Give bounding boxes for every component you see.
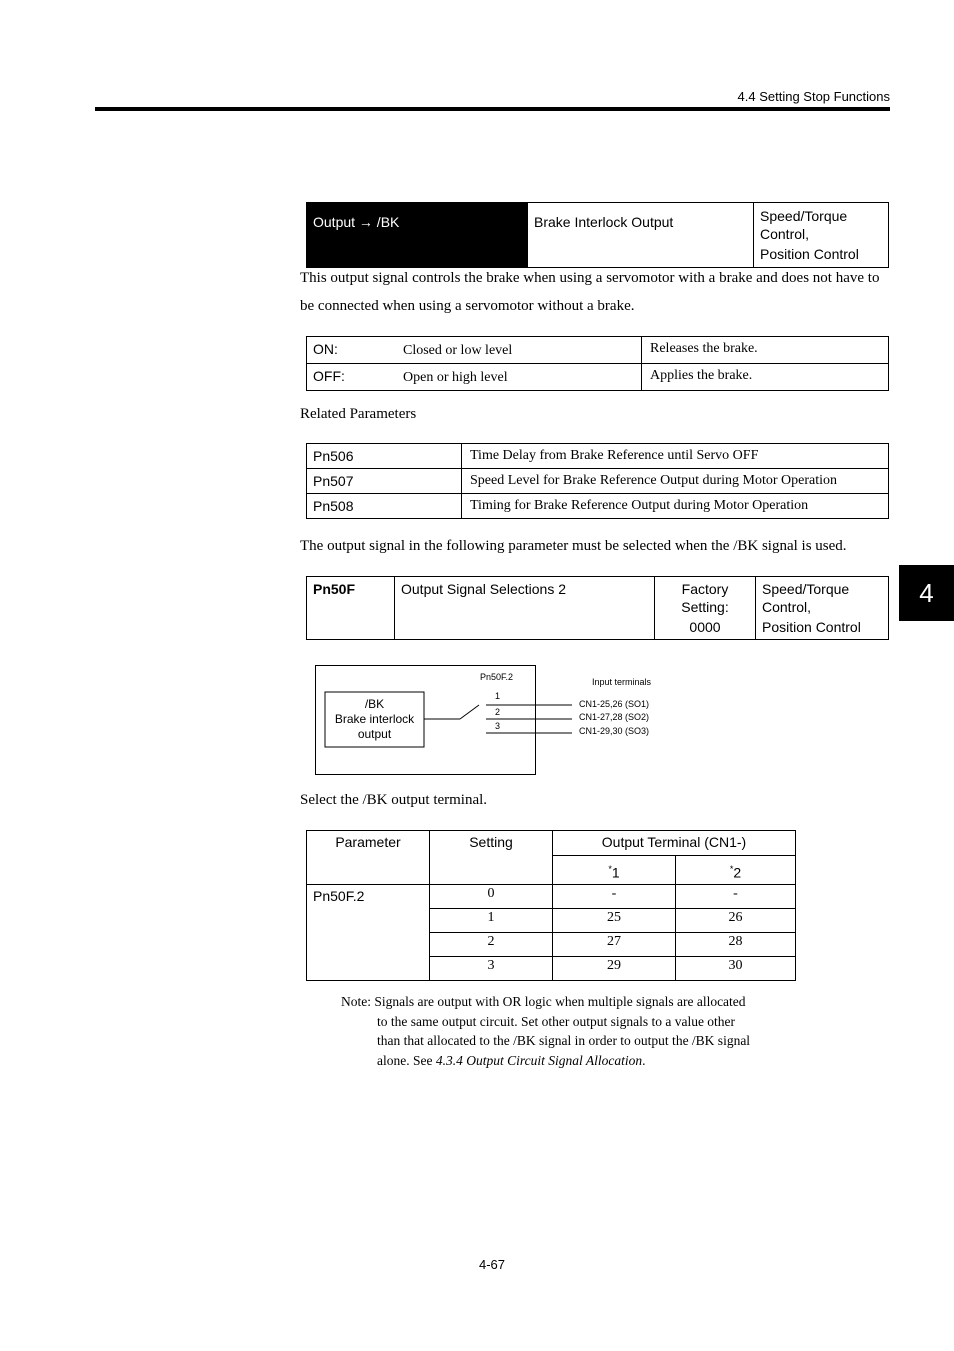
terminal-label: CN1-29,30 (SO3) [579,726,650,736]
param-code: Pn506 [307,444,462,469]
chapter-tab: 4 [899,565,954,621]
param-cell: Pn50F.2 [307,885,430,981]
terminal-cell: 28 [676,933,796,957]
state-effect: Applies the brake. [642,364,889,391]
param-code: Pn507 [307,469,462,494]
pn50f-desc: Output Signal Selections 2 [395,577,655,640]
select-terminal-text: Select the /BK output terminal. [300,792,488,808]
contact-number: 3 [495,721,501,731]
setting-cell: 3 [430,957,553,981]
terminal-cell: - [676,885,796,909]
contact-number: 2 [495,707,501,717]
setting-cell: 2 [430,933,553,957]
note-reference: 4.3.4 Output Circuit Signal Allocation [435,1052,643,1068]
terminal-cell: - [553,885,676,909]
signal-description: Brake Interlock Output [528,203,754,268]
header-parameter: Parameter [307,831,430,885]
state-effect: Releases the brake. [642,337,889,364]
param-desc: Speed Level for Brake Reference Output during Motor Operation [462,469,889,494]
terminal-cell: 30 [676,957,796,981]
header-output-terminal: Output Terminal (CN1-) [553,831,796,856]
signal-name: Output → /BK [307,203,528,268]
state-row-off: OFF: Open or high level [307,364,642,391]
note-prefix: Note: [341,994,371,1009]
page-number: 4-67 [478,1257,506,1272]
header-sub-2: *2 [676,856,796,885]
param-desc: Time Delay from Brake Reference until Servo OFF [462,444,889,469]
pn50f-code: Pn50F [307,577,395,640]
contact-number: 1 [495,691,501,701]
param-code: Pn508 [307,494,462,519]
bk-box-label: /BK Brake interlock output [334,697,415,741]
setting-cell: 0 [430,885,553,909]
select-paragraph: The output signal in the following parameter must be selected when the /BK signal is used. [300,538,847,554]
related-heading: Related Parameters [300,406,417,422]
switch-blade [460,705,479,719]
pn50f-factory: Factory Setting: 0000 [655,577,756,640]
pn50f-modes: Speed/Torque Control, Position Control [756,577,889,640]
diagram-param-label: Pn50F.2 [480,672,514,682]
terminal-cell: 25 [553,909,676,933]
terminal-table [306,830,796,981]
terminal-cell: 27 [553,933,676,957]
param-desc: Timing for Brake Reference Output during Motor Operation [462,494,889,519]
intro-paragraph: This output signal controls the brake when using a servomotor with a brake and does not have to be connected when using a servomotor without a brake. [300,270,880,314]
state-row-on: ON: Closed or low level [307,337,642,364]
terminal-label: CN1-25,26 (SO1) [579,699,650,709]
terminal-label: CN1-27,28 (SO2) [579,712,650,722]
setting-cell: 1 [430,909,553,933]
terminal-cell: 29 [553,957,676,981]
signal-modes: Speed/Torque Control, Position Control [754,203,889,268]
section-header: 4.4 Setting Stop Functions [737,89,890,104]
terminal-cell: 26 [676,909,796,933]
terminals-heading: Input terminals [592,677,652,687]
note-block: Note: Signals are output with OR logic when multiple signals are allocated to the same output circuit. Set other output signals to a value other than that allocated to the /BK signal in order to output the /BK signal alone. See 4.3.4 Output Circuit Signal Allocation. [341,994,751,1068]
header-setting: Setting [430,831,553,885]
header-sub-1: *1 [553,856,676,885]
